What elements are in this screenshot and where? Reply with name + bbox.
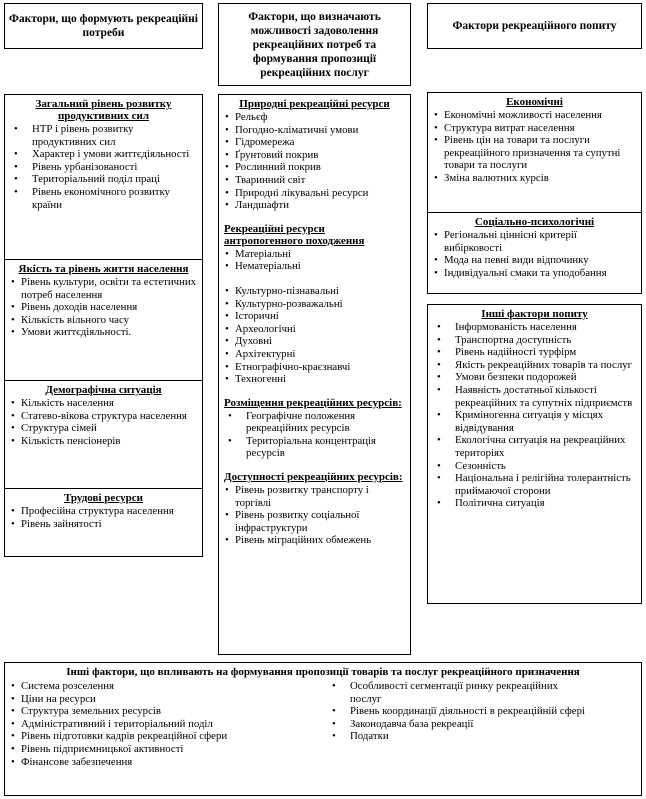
list-item: • Рівень розвитку транспорту і торгівлі xyxy=(224,484,405,509)
list-item: • Інформованість населення xyxy=(433,321,636,334)
list-item: • Особливості сегментації ринку рекреаційних послуг xyxy=(328,680,588,705)
section-title: Демографічна ситуація xyxy=(45,384,162,396)
section-title: Загальний рівень розвитку продуктивних сил xyxy=(35,98,172,122)
list xyxy=(433,109,636,185)
list-item: • Ґрунтовий покрив xyxy=(224,149,405,162)
section-socio-psychological xyxy=(428,212,641,281)
list-item: • Погодно-кліматичні умови xyxy=(224,124,405,137)
list-item: • Характер і умови життєдіяльності xyxy=(10,148,197,161)
list-item: • Умови безпеки подорожей xyxy=(433,371,636,384)
section-title: Економічні xyxy=(506,96,563,108)
list-item: • Техногенні xyxy=(224,373,405,386)
list-item: • Матеріальні xyxy=(224,248,405,261)
list xyxy=(433,321,636,510)
list-item: • Кількість вільного часу xyxy=(10,314,197,327)
list-item: • Територіальний поділ праці xyxy=(10,173,197,186)
header-supply-factors xyxy=(218,3,411,86)
list-item: • Рівень підприємницької активності xyxy=(10,743,328,756)
section-natural-resources xyxy=(219,95,410,549)
list-item: • Культурно-розважальні xyxy=(224,298,405,311)
section-title: Доступності рекреаційних ресурсів: xyxy=(224,471,403,484)
list-item: • Рівень економічного розвитку країни xyxy=(10,186,197,211)
list-item: • Рівень підготовки кадрів рекреаційної сфери xyxy=(10,730,328,743)
list-item: • Економічні можливості населення xyxy=(433,109,636,122)
list-item: • Адміністративний і територіальний поділ xyxy=(10,718,328,731)
list xyxy=(10,123,197,211)
list xyxy=(10,505,197,530)
list-item: • Рівень розвитку соціальної інфраструктури xyxy=(224,509,405,534)
list-item: • Рівень культури, освіти та естетичних потреб населення xyxy=(10,276,197,301)
section-title: Рекреаційні ресурси антропогенного походження xyxy=(224,222,365,247)
header-demand-factors-text: Фактори рекреаційного попиту xyxy=(452,20,617,32)
list-item: • Кількість пенсіонерів xyxy=(10,435,197,448)
section-quality-of-life xyxy=(5,259,202,380)
list-item: • Рельєф xyxy=(224,111,405,124)
section-demography xyxy=(5,380,202,488)
bottom-box xyxy=(4,662,642,796)
list-item: • Географічне положення рекреаційних ресурсів xyxy=(224,410,405,435)
section-title: Інші фактори попиту xyxy=(481,308,588,320)
list-item: • Наявність достатньої кількості рекреаційних та супутніх підприємств xyxy=(433,384,636,409)
list-item: • Криміногенна ситуація у місцях відвідування xyxy=(433,409,636,434)
list xyxy=(224,484,405,547)
list-item: • Екологічна ситуація на рекреаційних територіях xyxy=(433,434,636,459)
col3-other-box xyxy=(427,304,642,604)
list-item: • Етнографічно-краєзнавчі xyxy=(224,361,405,374)
list-item: • Територіальна концентрація ресурсів xyxy=(224,435,405,460)
list-item: • НТР і рівень розвитку продуктивних сил xyxy=(10,123,197,148)
list-item: • Рівень урбанізованості xyxy=(10,161,197,174)
header-demand-forming xyxy=(4,3,203,49)
section-title: Соціально-психологічні xyxy=(474,216,595,228)
list-item: • Духовні xyxy=(224,335,405,348)
list-item: • Структура земельних ресурсів xyxy=(10,705,328,718)
list-item: • Законодавча база рекреації xyxy=(328,718,588,731)
list-item: • Історичні xyxy=(224,310,405,323)
list-item: • Нематеріальні xyxy=(224,260,405,273)
list xyxy=(224,248,405,273)
section-labor-resources xyxy=(5,488,202,532)
list-item: • Транспортна доступність xyxy=(433,334,636,347)
list-item: • Рівень координації діяльності в рекреаційній сфері xyxy=(328,705,588,718)
list-item: • Статево-вікова структура населення xyxy=(10,410,197,423)
section-title: Інші фактори, що впливають на формування пропозиції товарів та послуг рекреаційного призначення xyxy=(66,666,580,678)
col1-box xyxy=(4,94,203,557)
list xyxy=(433,229,636,279)
list xyxy=(10,276,197,339)
list-item: • Індивідуальні смаки та уподобання xyxy=(433,267,636,280)
list-item: • Фінансове забезпечення xyxy=(10,756,328,769)
section-title: Якість та рівень життя населення xyxy=(18,263,189,275)
list-item: • Мода на певні види відпочинку xyxy=(433,254,636,267)
list-item: • Археологічні xyxy=(224,323,405,336)
list-item: • Структура витрат населення xyxy=(433,122,636,135)
header-demand-forming-text: Фактори, що формують рекреаційні потреби xyxy=(9,13,199,39)
list-item: • Тваринний світ xyxy=(224,174,405,187)
list-item: • Ландшафти xyxy=(224,199,405,212)
list-item: • Культурно-пізнавальні xyxy=(224,285,405,298)
list-item: • Якість рекреаційних товарів та послуг xyxy=(433,359,636,372)
list-item: • Рівень надійності турфірм xyxy=(433,346,636,359)
list-item: • Рівень доходів населення xyxy=(10,301,197,314)
list-item: • Політична ситуація xyxy=(433,497,636,510)
list-item: • Система розселення xyxy=(10,680,328,693)
list-item: • Структура сімей xyxy=(10,422,197,435)
section-economic xyxy=(428,93,641,212)
list xyxy=(224,410,405,460)
list-item: • Національна і релігійна толерантність приймаючої сторони xyxy=(433,472,636,497)
list-item: • Гідромережа xyxy=(224,136,405,149)
list-item: • Кількість населення xyxy=(10,397,197,410)
list-item: • Ціни на ресурси xyxy=(10,693,328,706)
section-other-supply xyxy=(5,663,641,770)
list-item: • Регіональні ціннісні критерії вибірковості xyxy=(433,229,636,254)
list-item: • Рівень цін на товари та послуги рекреаційного призначення та супутні товари та послуги xyxy=(433,134,636,172)
bottom-columns xyxy=(10,679,636,768)
list xyxy=(224,285,405,386)
col2-box xyxy=(218,94,411,655)
list-item: • Рослинний покрив xyxy=(224,161,405,174)
list-item: • Професійна структура населення xyxy=(10,505,197,518)
list-item: • Природні лікувальні ресурси xyxy=(224,187,405,200)
list-item: • Рівень міграційних обмежень xyxy=(224,534,405,547)
section-title: Розміщення рекреаційних ресурсів: xyxy=(224,396,402,409)
list-item: • Податки xyxy=(328,730,588,743)
list-item: • Сезонність xyxy=(433,460,636,473)
list xyxy=(10,397,197,447)
list-item: • Умови життєдіяльності. xyxy=(10,326,197,339)
header-supply-factors-text: Фактори, що визначають можливості задоволення рекреаційних потреб та формування пропозиції рекреаційних послуг xyxy=(248,10,381,79)
list-item: • Архітектурні xyxy=(224,348,405,361)
section-productive-forces xyxy=(5,95,202,259)
header-demand-factors xyxy=(427,3,642,49)
list-item: • Зміна валютних курсів xyxy=(433,172,636,185)
section-other-demand xyxy=(428,305,641,512)
section-title: Природні рекреаційні ресурси xyxy=(239,98,390,110)
list xyxy=(224,111,405,212)
list-left xyxy=(10,680,328,768)
section-title: Трудові ресурси xyxy=(64,492,143,504)
col3-top-box xyxy=(427,92,642,294)
list-right xyxy=(328,680,588,768)
list-item: • Рівень зайнятості xyxy=(10,518,197,531)
